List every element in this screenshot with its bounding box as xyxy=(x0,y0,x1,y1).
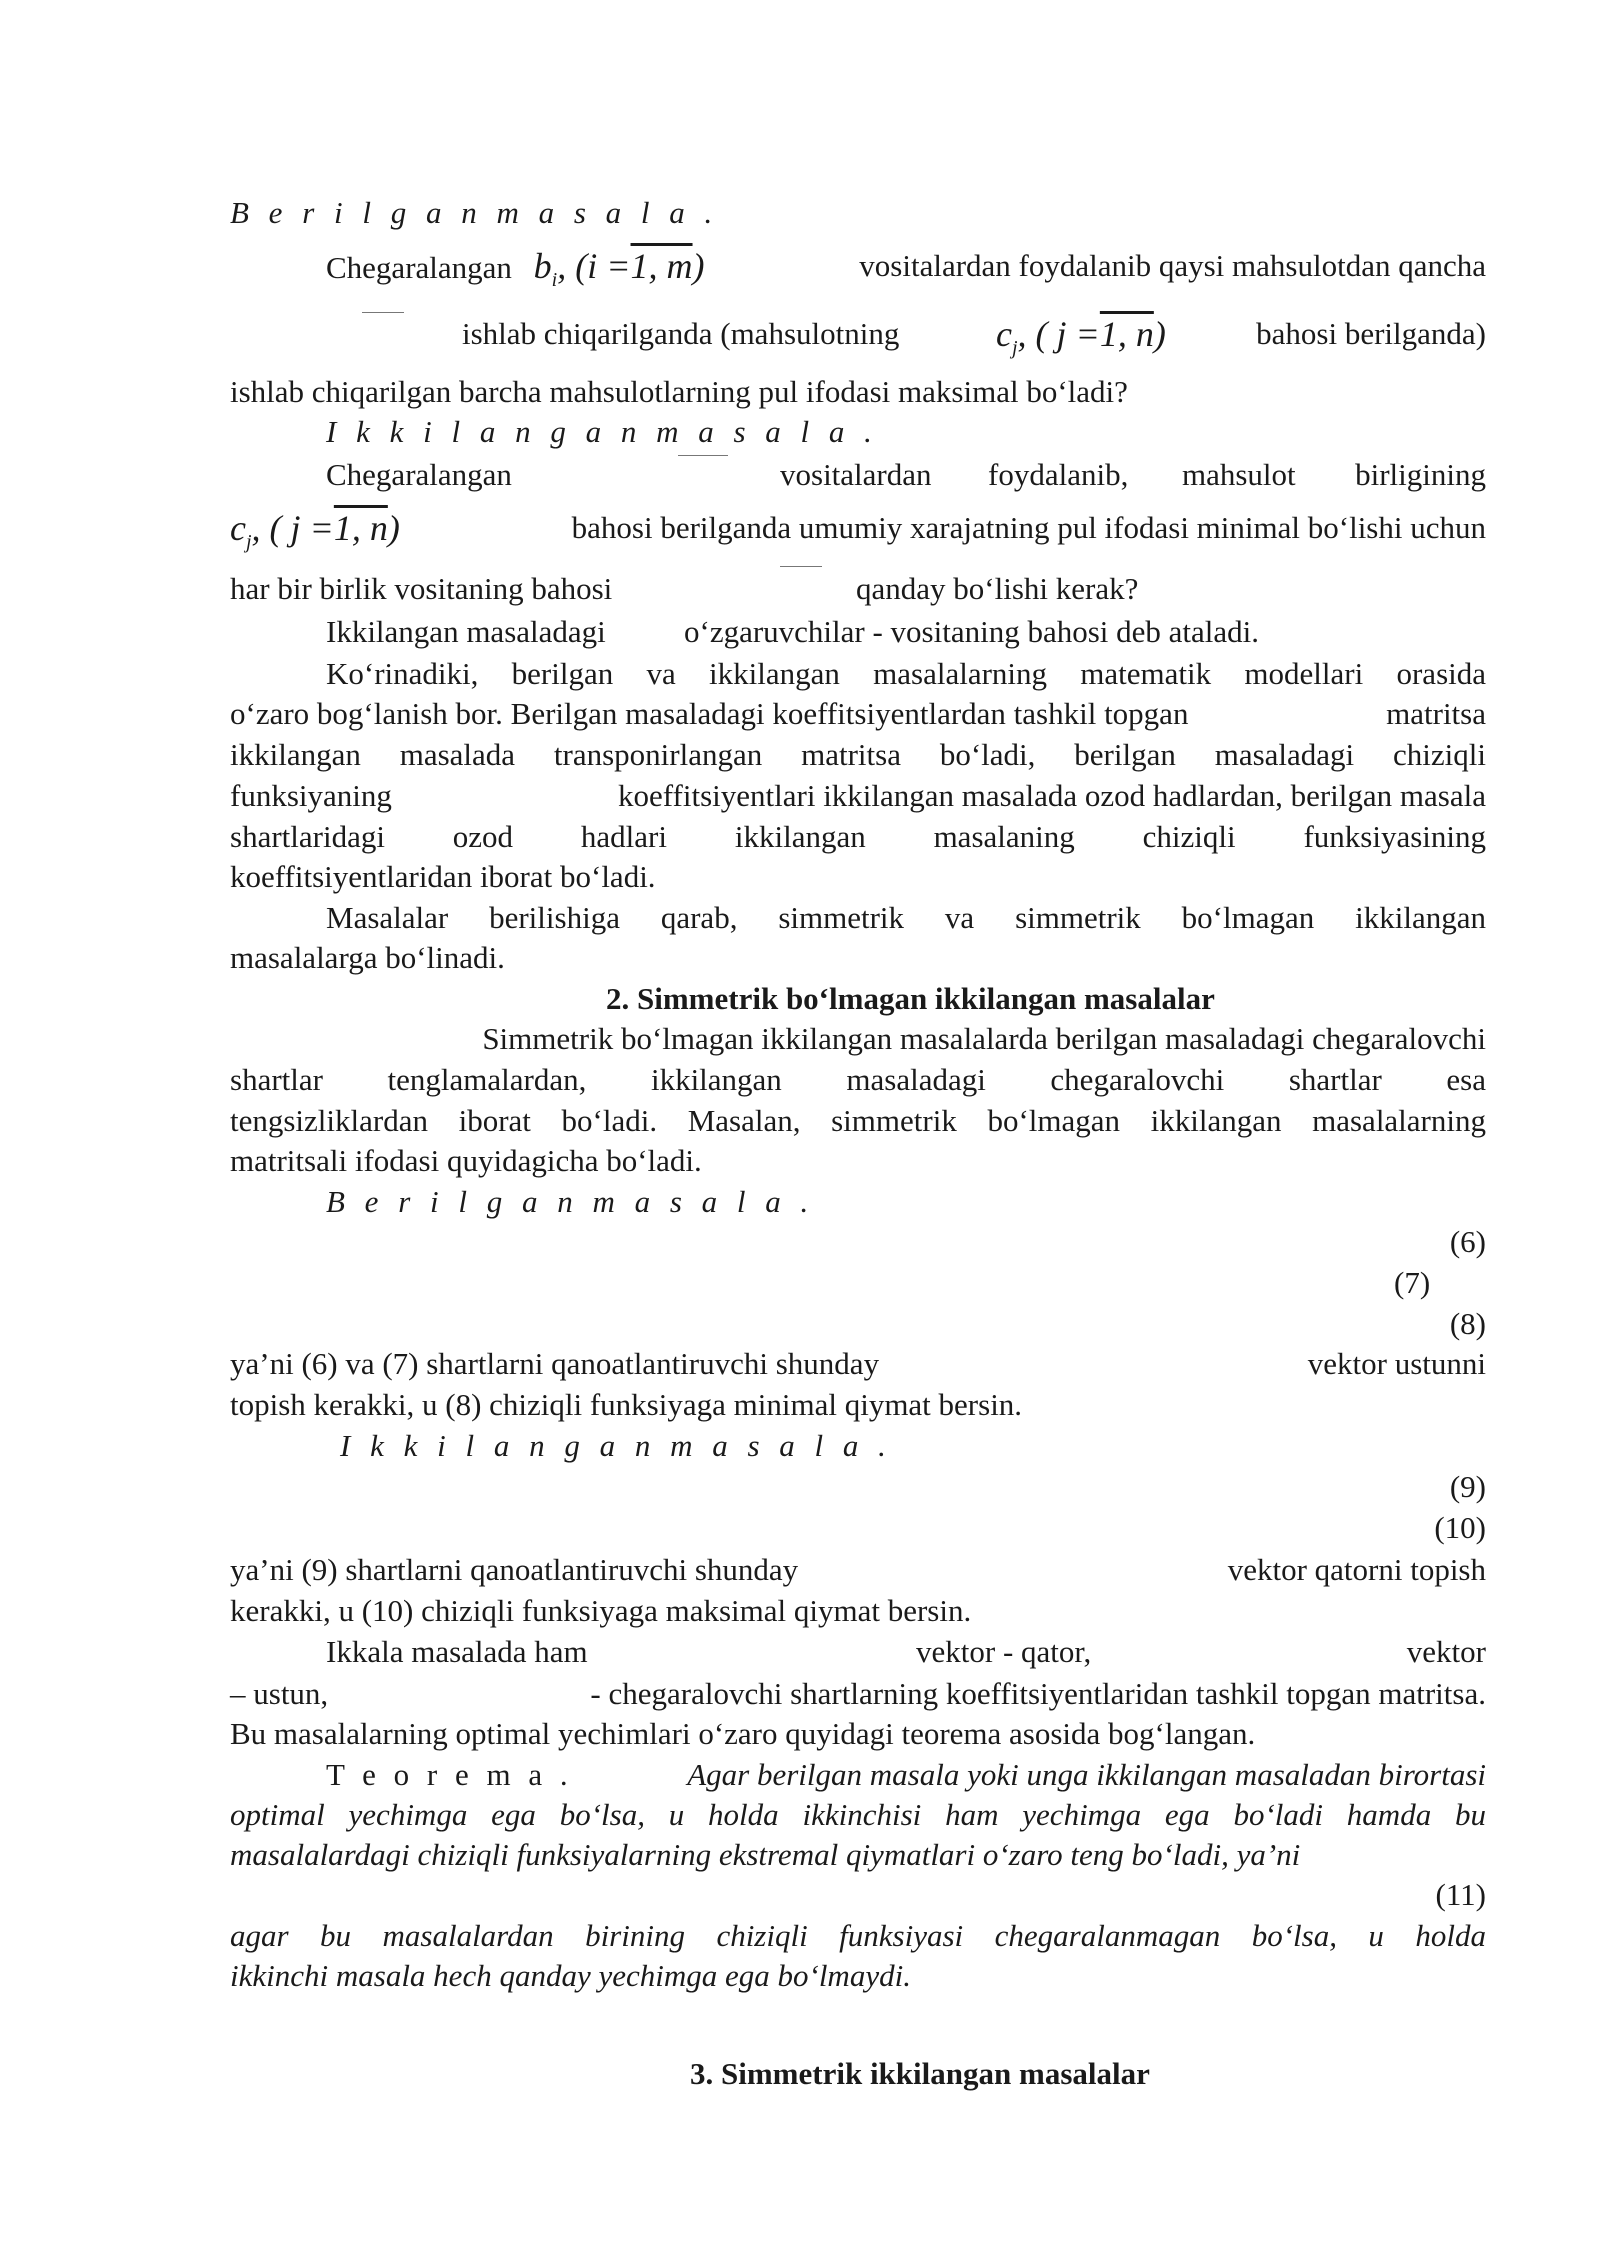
equation-number: (10) xyxy=(1434,1510,1486,1545)
overline-artifact xyxy=(362,312,404,313)
paragraph-line: masalalarga bo‘linadi. xyxy=(230,940,505,975)
theorem-line: masalalardagi chiziqli funksiyalarning ekstremal qiymatlari o‘zaro teng bo‘ladi, ya’ni xyxy=(230,1837,1301,1872)
paragraph-line: koeffitsiyentlaridan iborat bo‘ladi. xyxy=(230,859,656,894)
theorem-line: ikkinchi masala hech qanday yechimga ega bo‘lmaydi. xyxy=(230,1958,911,1993)
paragraph-line: tengsizliklardan iborat bo‘ladi. Masalan, simmetrik bo‘lmagan ikkilangan masalalarning xyxy=(230,1103,1486,1138)
formula-bi: $b_i$, (i =1, m) xyxy=(533,246,705,292)
paragraph-line xyxy=(326,612,1486,652)
text-span: bahosi berilganda) xyxy=(1256,316,1486,351)
paragraph-line xyxy=(326,246,1486,290)
text-span: birligining xyxy=(1355,457,1486,492)
formula-cj: $c_j$, ( j =1, n) xyxy=(996,314,1166,360)
paragraph-line xyxy=(230,508,1486,552)
text-span: Chegaralangan xyxy=(326,250,512,285)
paragraph-line: Ko‘rinadiki, berilgan va ikkilangan masalalarning matematik modellari orasida xyxy=(326,656,1486,691)
text-span: vositalardan xyxy=(780,457,932,492)
paragraph-line xyxy=(230,1344,1486,1384)
text-span: mahsulot xyxy=(1182,457,1296,492)
text-span: vektor xyxy=(1406,1634,1486,1669)
text-span: koeffitsiyentlari ikkilangan masalada ozod hadlardan, berilgan masala xyxy=(618,778,1486,813)
berilgan-masala-heading: B e r i l g a n m a s a l a . xyxy=(230,195,719,230)
text-span: o‘zgaruvchilar - vositaning bahosi deb ataladi. xyxy=(684,614,1260,649)
equation-number: (6) xyxy=(1449,1224,1486,1259)
paragraph-line xyxy=(230,1674,1486,1714)
text-span: Ikkala masalada ham xyxy=(326,1634,588,1669)
paragraph-line: shartlar tenglamalardan, ikkilangan masaladagi chegaralovchi shartlar esa xyxy=(230,1062,1486,1097)
theorem-line: agar bu masalalardan birining chiziqli funksiyasi chegaralanmagan bo‘lsa, u holda xyxy=(230,1918,1486,1953)
paragraph-line: topish kerakki, u (8) chiziqli funksiyaga minimal qiymat bersin. xyxy=(230,1387,1023,1422)
text-span: ishlab chiqarilganda (mahsulotning xyxy=(462,316,900,351)
paragraph-line xyxy=(326,1632,1486,1672)
text-span: o‘zaro bog‘lanish bor. Berilgan masaladagi koeffitsiyentlardan tashkil topgan xyxy=(230,696,1189,731)
paragraph-line xyxy=(230,776,1486,816)
text-span: vektor ustunni xyxy=(1307,1346,1486,1381)
theorem-line: optimal yechimga ega bo‘lsa, u holda ikkinchisi ham yechimga ega bo‘ladi hamda bu xyxy=(230,1797,1486,1832)
text-span: vositalardan foydalanib qaysi mahsulotdan qancha xyxy=(859,248,1486,283)
paragraph-line: ishlab chiqarilgan barcha mahsulotlarning pul ifodasi maksimal bo‘ladi? xyxy=(230,374,1128,409)
text-span: vektor qatorni topish xyxy=(1227,1552,1486,1587)
overline-artifact xyxy=(780,566,822,567)
text-span: ya’ni (6) va (7) shartlarni qanoatlantiruvchi shunday xyxy=(230,1346,880,1381)
paragraph-line: shartlaridagi ozod hadlari ikkilangan masalaning chiziqli funksiyasining xyxy=(230,819,1486,854)
paragraph-line xyxy=(230,569,1486,609)
paragraph-line xyxy=(230,314,1486,358)
overline-artifact xyxy=(678,455,728,456)
berilgan-masala-heading: B e r i l g a n m a s a l a . xyxy=(326,1184,815,1219)
equation-number: (9) xyxy=(1449,1469,1486,1504)
text-span: Ikkilangan masaladagi xyxy=(326,614,606,649)
equation-number: (11) xyxy=(1435,1877,1486,1912)
paragraph-line xyxy=(230,1550,1486,1590)
paragraph-line xyxy=(230,694,1486,734)
formula-cj: $c_j$, ( j =1, n) xyxy=(230,508,400,554)
text-span: bahosi berilganda umumiy xarajatning pul ifodasi minimal bo‘lishi uchun xyxy=(571,510,1486,545)
text-span: – ustun, xyxy=(230,1676,329,1711)
text-span: matritsa xyxy=(1386,696,1486,731)
text-span: Chegaralangan xyxy=(326,457,512,492)
paragraph-line: Masalalar berilishiga qarab, simmetrik va simmetrik bo‘lmagan ikkilangan xyxy=(326,900,1486,935)
text-span: vektor - qator, xyxy=(916,1634,1092,1669)
paragraph-line: ikkilangan masalada transponirlangan matritsa bo‘ladi, berilgan masaladagi chiziqli xyxy=(230,737,1486,772)
text-span: har bir birlik vositaning bahosi xyxy=(230,571,613,606)
text-span: ya’ni (9) shartlarni qanoatlantiruvchi shunday xyxy=(230,1552,799,1587)
text-span: foydalanib, xyxy=(988,457,1129,492)
theorem-line: T e o r e m a . Agar berilgan masala yoki unga ikkilangan masaladan birortasi xyxy=(326,1757,1486,1792)
text-span: funksiyaning xyxy=(230,778,392,813)
equation-number: (8) xyxy=(1449,1306,1486,1341)
paragraph-line: kerakki, u (10) chiziqli funksiyaga maksimal qiymat bersin. xyxy=(230,1593,972,1628)
text-span: qanday bo‘lishi kerak? xyxy=(856,571,1139,606)
text-span: - chegaralovchi shartlarning koeffitsiyentlaridan tashkil topgan matritsa. xyxy=(590,1676,1486,1711)
paragraph-line: matritsali ifodasi quyidagicha bo‘ladi. xyxy=(230,1143,702,1178)
paragraph-line: Bu masalalarning optimal yechimlari o‘zaro quyidagi teorema asosida bog‘langan. xyxy=(230,1716,1256,1751)
ikkilangan-masala-heading: I k k i l a n g a n m a s a l a . xyxy=(326,414,878,449)
